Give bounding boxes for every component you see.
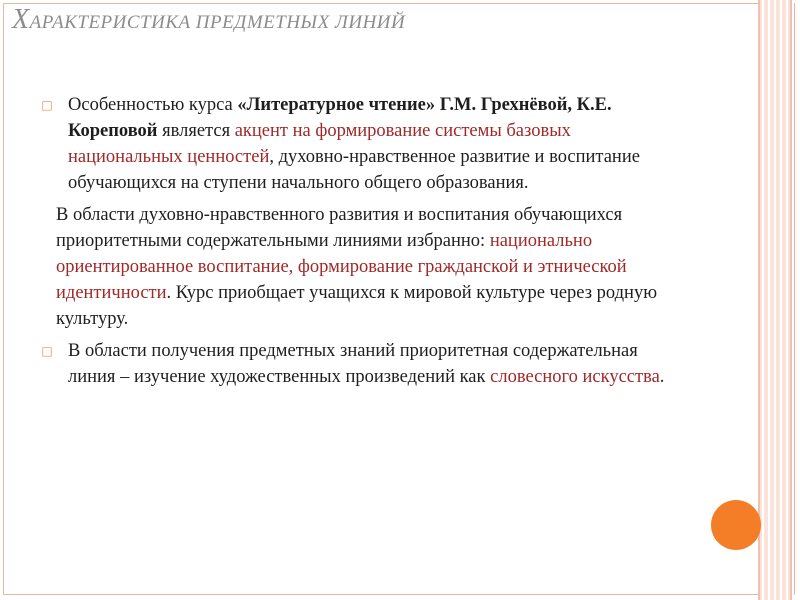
p1-course-name: «Литературное чтение» Г.М. Грехнёвой, К.Е. Кореповой [68,95,612,141]
decorative-line-right [790,0,792,600]
p2-text-1: В области духовно-нравственного развития и воспитания обучающихся приоритетными содержательными линиями избранно: [56,205,623,251]
decorative-line-left [758,0,760,600]
p2-highlight: национально ориентированное воспитание, формирование гражданской и этнической идентичности [56,231,627,303]
title-rest: АРАКТЕРИСТИКА ПРЕДМЕТНЫХ ЛИНИЙ [29,12,406,33]
paragraph-moral-development [38,202,688,332]
bullet-icon: □ [41,98,53,112]
p3-text-2: . [659,367,665,387]
title-first-letter: Х [12,4,30,35]
p3-text-1: В области получения предметных знаний приоритетная содержательная линия – изучение художественных произведений как [68,341,638,387]
paragraph-course-features [38,92,688,196]
p1-text-3: , духовно-нравственное развитие и воспитание обучающихся на ступени начального общего образования. [68,147,640,193]
slide-content [38,92,688,396]
p1-text-1: Особенностью курса [68,95,238,115]
p1-highlight: акцент на формирование системы базовых национальных ценностей [68,121,571,167]
p2-text-2: . Курс приобщает учащихся к мировой культуре через родную культуру. [56,283,658,329]
p1-text-2: является [157,121,235,141]
paragraph-subject-knowledge [38,338,688,390]
decorative-stripes [758,0,794,600]
p3-highlight: словесного искусства [490,367,660,387]
slide-title [12,4,405,40]
decorative-orange-circle [711,500,761,550]
bullet-icon: □ [41,344,53,358]
